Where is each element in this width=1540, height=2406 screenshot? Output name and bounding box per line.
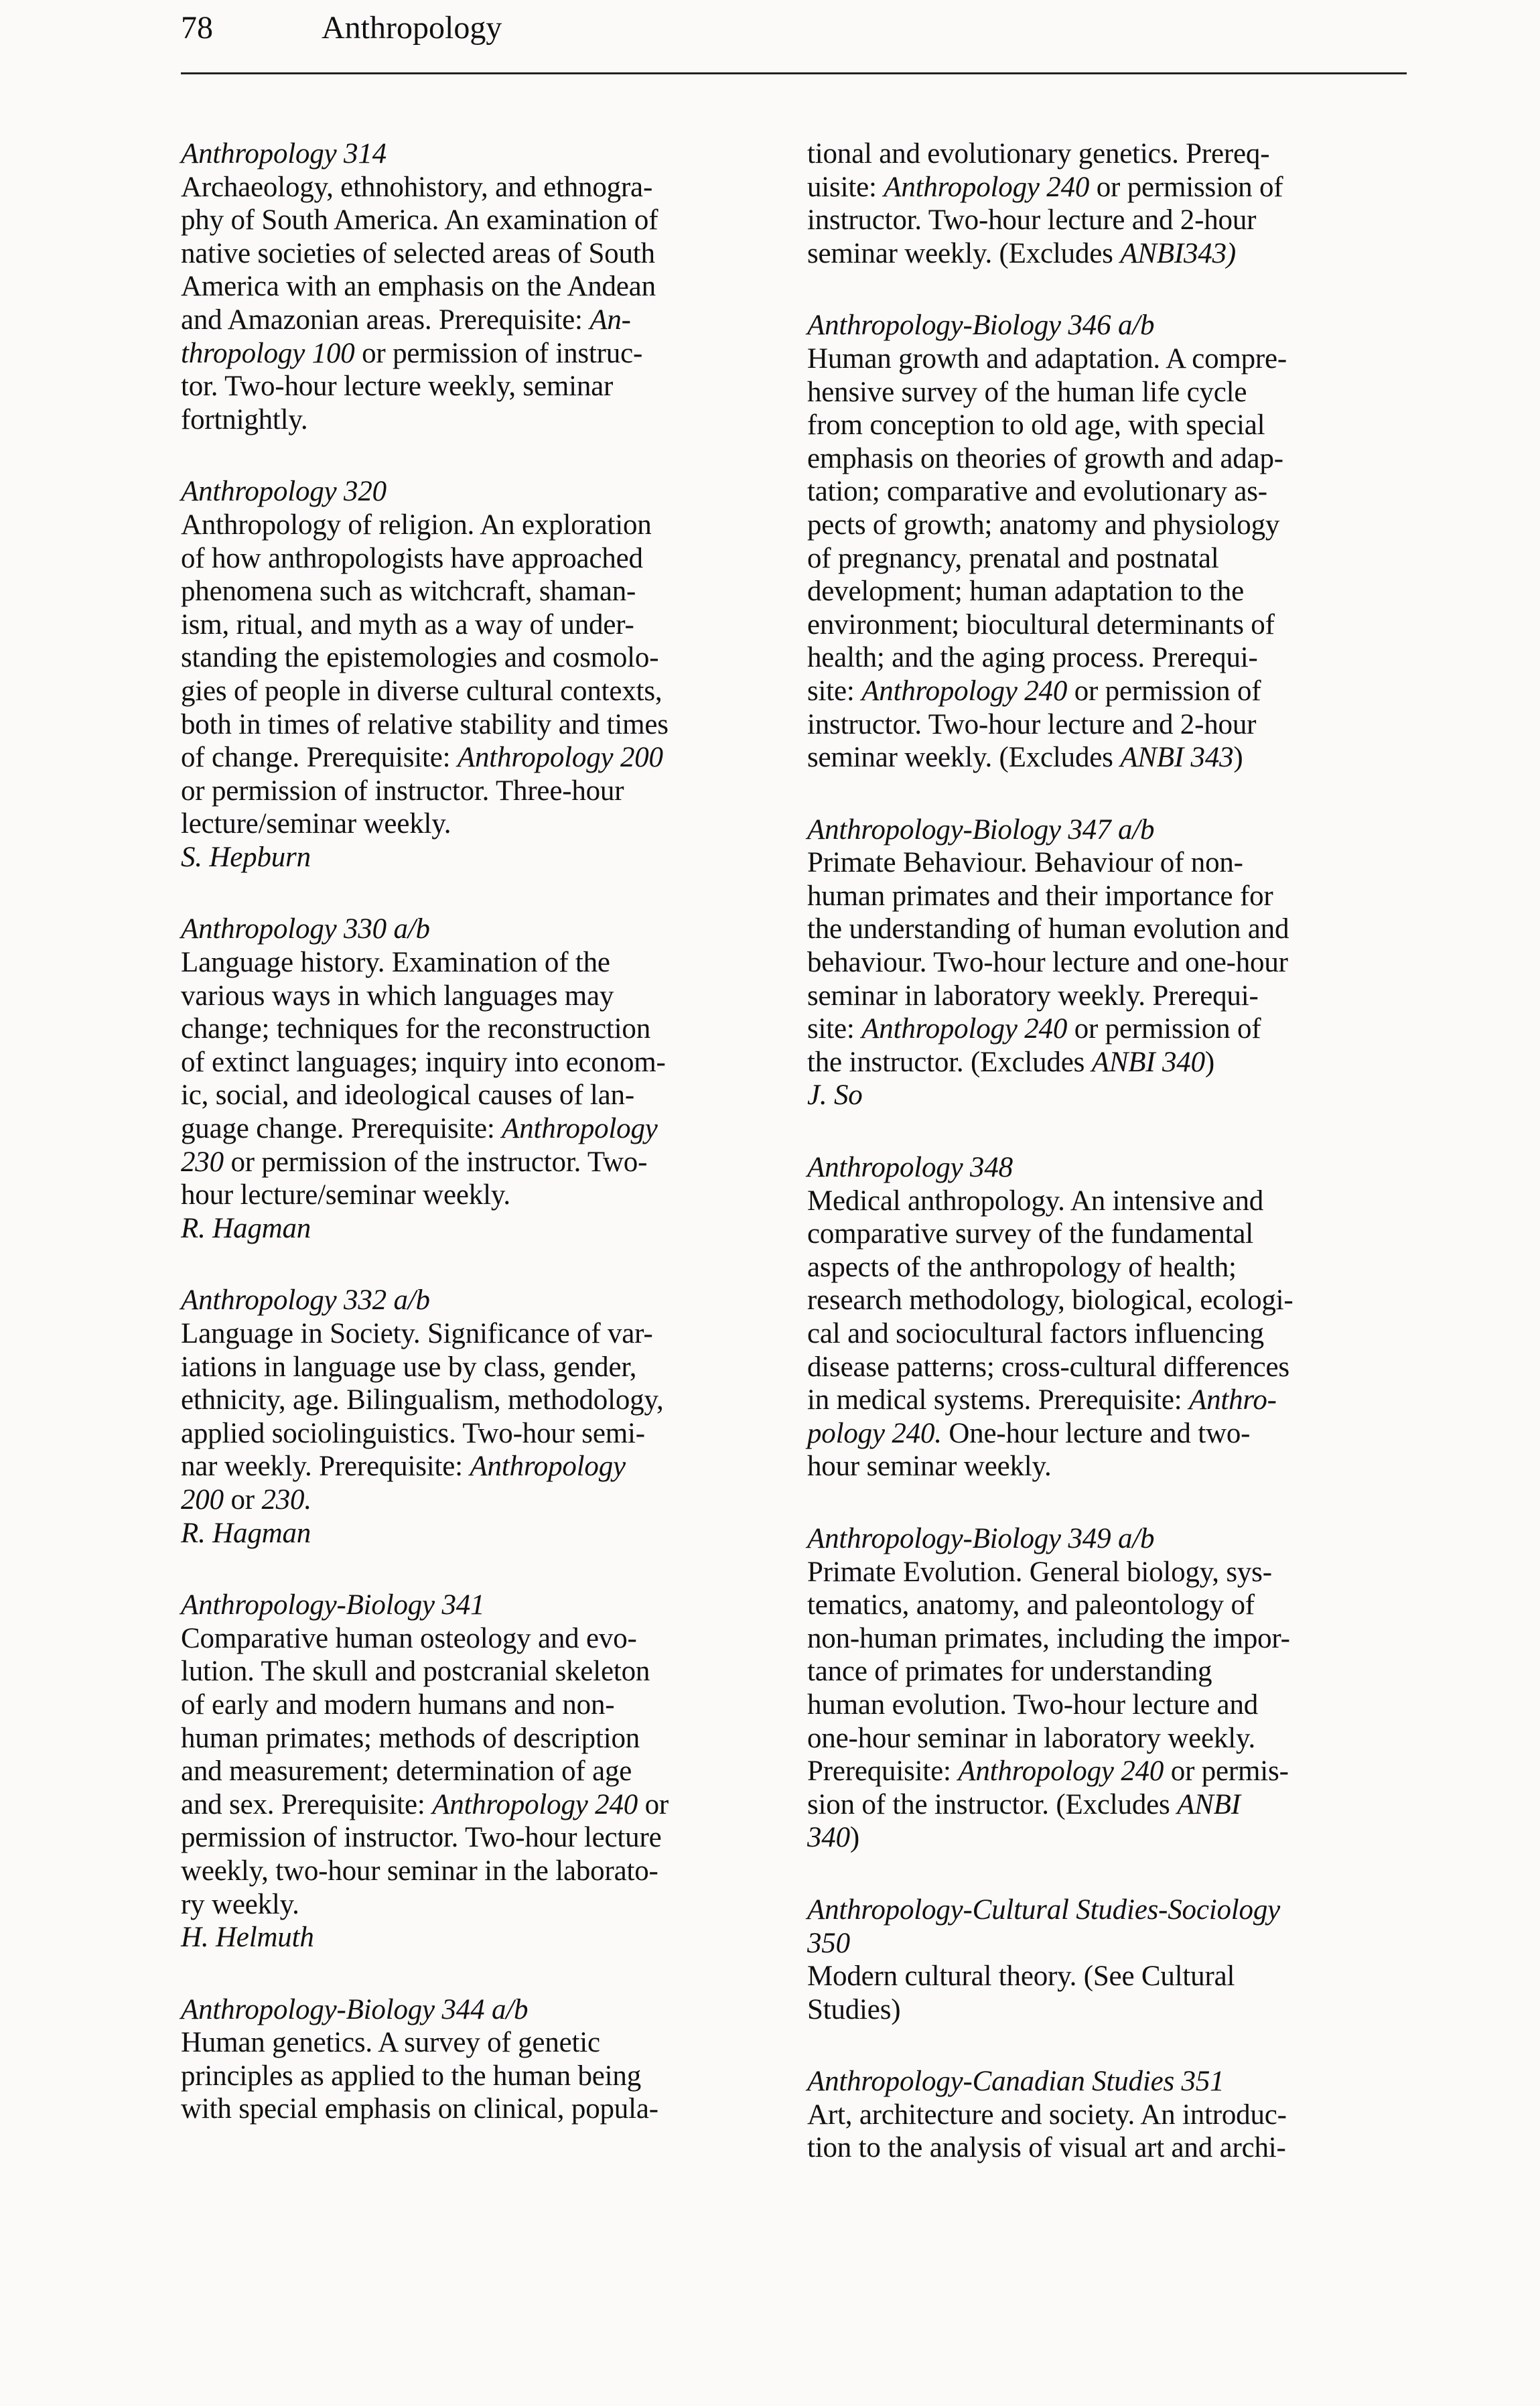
page-header: [181, 7, 1407, 74]
italic-text: H. Helmuth: [181, 1922, 314, 1954]
description-line: [807, 1417, 1397, 1451]
text-segment: or permission of: [1067, 1013, 1261, 1045]
course-title: [181, 1993, 770, 2027]
course-title: [181, 913, 770, 946]
italic-text: Anthropology 200: [457, 742, 663, 774]
description-line: [807, 946, 1397, 980]
text-segment: iations in language use by class, gender,: [181, 1351, 637, 1383]
text-segment: ): [1204, 1046, 1215, 1078]
italic-text: ANBI 340: [1091, 1046, 1205, 1078]
description-line: [807, 1185, 1397, 1218]
text-segment: non-human primates, including the impor-: [807, 1622, 1290, 1654]
italic-text: An-: [589, 304, 631, 336]
italic-text: ANBI: [1177, 1788, 1241, 1820]
text-segment: one-hour seminar in laboratory weekly.: [807, 1722, 1256, 1754]
text-segment: Primate Evolution. General biology, sys-: [807, 1556, 1272, 1588]
description-line: [181, 204, 770, 237]
text-segment: of how anthropologists have approached: [181, 542, 643, 574]
text-segment: of pregnancy, prenatal and postnatal: [807, 542, 1219, 574]
text-segment: instructor. Two-hour lecture and 2-hour: [807, 204, 1257, 237]
text-segment: hensive survey of the human life cycle: [807, 376, 1247, 408]
description-line: [807, 475, 1397, 509]
description-line: [181, 542, 770, 576]
text-segment: tance of primates for understanding: [807, 1656, 1212, 1688]
description-line: [807, 980, 1397, 1013]
description-line: [807, 1622, 1397, 1656]
course-entry: [807, 1151, 1397, 1483]
text-segment: and sex. Prerequisite:: [181, 1788, 433, 1820]
description-line: [181, 1317, 770, 1351]
description-line: [181, 2060, 770, 2093]
text-segment: emphasis on theories of growth and adap-: [807, 442, 1283, 474]
description-line: [807, 509, 1397, 542]
course-entry: [807, 2065, 1397, 2165]
description-line: [181, 1450, 770, 1483]
description-line: [807, 846, 1397, 880]
text-segment: hour lecture/seminar weekly.: [181, 1179, 510, 1211]
description-line: [181, 575, 770, 608]
course-entry: [807, 137, 1397, 270]
text-segment: environment; biocultural determinants of: [807, 608, 1275, 641]
text-segment: tional and evolutionary genetics. Prereq-: [807, 138, 1270, 170]
text-segment: phenomena such as witchcraft, shaman-: [181, 576, 636, 608]
description-line: [181, 370, 770, 403]
description-line: [181, 1755, 770, 1788]
text-segment: site:: [807, 675, 862, 707]
italic-text: Anthropology 330 a/b: [181, 913, 430, 945]
course-title: [807, 1893, 1397, 1927]
text-segment: cal and sociocultural factors influencing: [807, 1318, 1264, 1349]
description-line: [181, 1112, 770, 1146]
italic-text: J. So: [807, 1079, 863, 1112]
course-entry: [807, 813, 1397, 1112]
text-segment: Language history. Examination of the: [181, 947, 610, 979]
text-segment: research methodology, biological, ecologi-: [807, 1284, 1293, 1317]
description-line: [181, 708, 770, 742]
description-line: [807, 913, 1397, 946]
italic-text: 200: [181, 1483, 224, 1516]
description-line: [807, 741, 1397, 775]
italic-text: Anthropology-Biology 349 a/b: [807, 1522, 1155, 1554]
text-segment: both in times of relative stability and times: [181, 708, 669, 740]
italic-text: R. Hagman: [181, 1517, 311, 1549]
description-line: [807, 1788, 1397, 1822]
course-title: [807, 309, 1397, 342]
description-line: [181, 641, 770, 675]
text-segment: development; human adaptation to the: [807, 576, 1244, 608]
text-segment: ): [1233, 742, 1243, 774]
description-line: [807, 1450, 1397, 1483]
description-line: [181, 1179, 770, 1212]
description-line: [807, 708, 1397, 742]
description-line: [807, 1556, 1397, 1589]
description-line: [181, 509, 770, 542]
course-entry: [807, 1522, 1397, 1855]
description-line: [807, 1722, 1397, 1755]
text-segment: applied sociolinguistics. Two-hour semi-: [181, 1417, 645, 1449]
description-line: [807, 608, 1397, 642]
course-title: [181, 1589, 770, 1622]
description-line: [807, 1755, 1397, 1788]
italic-text: Anthropology: [470, 1451, 626, 1483]
text-segment: standing the epistemologies and cosmolo-: [181, 642, 659, 674]
description-line: [807, 2098, 1397, 2132]
text-segment: principles as applied to the human being: [181, 2060, 641, 2092]
course-title: [181, 137, 770, 171]
description-line: [181, 1212, 770, 1246]
text-segment: nar weekly. Prerequisite:: [181, 1451, 470, 1483]
text-segment: health; and the aging process. Prerequi-: [807, 642, 1258, 674]
text-segment: human evolution. Two-hour lecture and: [807, 1688, 1259, 1721]
italic-text: Anthropology 240: [861, 1013, 1068, 1045]
italic-text: thropology 100: [181, 337, 355, 369]
text-segment: Studies): [807, 1993, 901, 2025]
description-line: [181, 1788, 770, 1822]
text-segment: permission of instructor. Two-hour lecture: [181, 1822, 662, 1854]
text-segment: Art, architecture and society. An introduc-: [807, 2098, 1287, 2131]
text-segment: tor. Two-hour lecture weekly, seminar: [181, 371, 614, 403]
text-segment: ): [849, 1822, 860, 1854]
description-line: [807, 1589, 1397, 1622]
description-line: [807, 1993, 1397, 2027]
course-title: [181, 475, 770, 509]
text-segment: or permis-: [1164, 1755, 1289, 1788]
italic-text: Anthropology 240: [432, 1788, 638, 1820]
description-line: [181, 403, 770, 437]
course-entry: [181, 137, 770, 436]
description-line: [181, 171, 770, 204]
page-number: 78: [181, 10, 213, 46]
description-line: [807, 2131, 1397, 2165]
text-segment: Anthropology of religion. An exploration: [181, 509, 652, 541]
text-segment: or permission of instructor. Three-hour: [181, 775, 624, 807]
description-line: [181, 841, 770, 874]
course-entry: [807, 309, 1397, 774]
text-segment: various ways in which languages may: [181, 980, 614, 1012]
text-segment: seminar weekly. (Excludes: [807, 237, 1121, 269]
text-segment: Modern cultural theory. (See Cultural: [807, 1960, 1235, 1993]
course-entry: [181, 1589, 770, 1954]
italic-text: 340: [807, 1822, 850, 1854]
continued-text-line: [807, 137, 1397, 171]
description-line: [807, 575, 1397, 608]
text-segment: America with an emphasis on the Andean: [181, 271, 656, 303]
description-line: [181, 2026, 770, 2060]
description-line: [181, 1351, 770, 1384]
text-segment: human primates and their importance for: [807, 880, 1273, 912]
text-segment: Human growth and adaptation. A compre-: [807, 342, 1287, 375]
italic-text: Anthropology 348: [807, 1152, 1013, 1184]
text-segment: or permission of instruc-: [354, 337, 643, 369]
description-line: [807, 1012, 1397, 1046]
description-line: [181, 1046, 770, 1079]
text-segment: disease patterns; cross-cultural differences: [807, 1351, 1289, 1383]
right-column: [807, 137, 1397, 2204]
text-segment: and measurement; determination of age: [181, 1755, 632, 1788]
left-column: [181, 137, 770, 2165]
text-segment: tematics, anatomy, and paleontology of: [807, 1589, 1255, 1621]
description-line: [181, 2092, 770, 2126]
text-segment: aspects of the anthropology of health;: [807, 1251, 1237, 1283]
italic-text: ANBI 343: [1120, 742, 1234, 774]
italic-text: Anthropology-Biology 347 a/b: [807, 813, 1155, 846]
continued-text-line: [807, 171, 1397, 204]
text-segment: comparative survey of the fundamental: [807, 1218, 1254, 1250]
description-line: [807, 1688, 1397, 1722]
description-line: [181, 1855, 770, 1888]
italic-text: Anthropology 240: [861, 675, 1068, 707]
text-segment: ry weekly.: [181, 1888, 299, 1920]
text-segment: lecture/seminar weekly.: [181, 808, 451, 840]
italic-text: Anthropology 314: [181, 138, 387, 170]
description-line: [181, 608, 770, 642]
text-segment: fortnightly.: [181, 403, 308, 436]
description-line: [807, 409, 1397, 442]
description-line: [181, 237, 770, 271]
description-line: [181, 807, 770, 841]
course-entry: [181, 1284, 770, 1550]
italic-text: Anthro-: [1189, 1384, 1277, 1416]
text-segment: of extinct languages; inquiry into econom-: [181, 1046, 666, 1078]
course-title: [807, 813, 1397, 847]
text-segment: of early and modern humans and non-: [181, 1688, 615, 1721]
text-segment: or: [223, 1483, 262, 1516]
description-line: [181, 1655, 770, 1688]
course-entry: [181, 1993, 770, 2126]
text-segment: Archaeology, ethnohistory, and ethnogra-: [181, 171, 653, 203]
text-segment: change; techniques for the reconstruction: [181, 1013, 651, 1045]
text-segment: Comparative human osteology and evo-: [181, 1622, 637, 1654]
text-segment: lution. The skull and postcranial skeleton: [181, 1656, 650, 1688]
description-line: [181, 1079, 770, 1112]
description-line: [181, 1921, 770, 1954]
description-line: [807, 376, 1397, 409]
course-title: [807, 1151, 1397, 1185]
description-line: [181, 1384, 770, 1417]
description-line: [181, 675, 770, 708]
italic-text: 230.: [261, 1483, 311, 1516]
italic-text: Anthropology 240: [884, 171, 1090, 203]
course-entry: [181, 475, 770, 874]
description-line: [807, 442, 1397, 476]
text-segment: One-hour lecture and two-: [941, 1417, 1251, 1449]
description-line: [807, 1079, 1397, 1112]
description-line: [181, 1821, 770, 1855]
description-line: [807, 641, 1397, 675]
description-line: [181, 1622, 770, 1656]
description-line: [181, 1012, 770, 1046]
text-segment: tion to the analysis of visual art and archi-: [807, 2132, 1286, 2164]
text-segment: uisite:: [807, 171, 884, 203]
italic-text: Anthropology-Biology 341: [181, 1589, 485, 1621]
text-segment: behaviour. Two-hour lecture and one-hour: [807, 947, 1288, 979]
text-segment: instructor. Two-hour lecture and 2-hour: [807, 708, 1257, 740]
italic-text: pology 240.: [807, 1417, 942, 1449]
description-line: [807, 1317, 1397, 1351]
description-line: [181, 304, 770, 337]
italic-text: Anthropology-Canadian Studies 351: [807, 2066, 1224, 2098]
description-line: [807, 1217, 1397, 1251]
text-segment: and Amazonian areas. Prerequisite:: [181, 304, 590, 336]
description-line: [181, 1483, 770, 1517]
italic-text: Anthropology: [502, 1113, 658, 1145]
running-head: Anthropology: [322, 10, 502, 46]
course-entry: [807, 1893, 1397, 2026]
text-segment: tation; comparative and evolutionary as-: [807, 476, 1267, 508]
description-line: [181, 1417, 770, 1451]
description-line: [807, 1821, 1397, 1855]
text-segment: with special emphasis on clinical, popula-: [181, 2093, 658, 2125]
description-line: [807, 342, 1397, 376]
description-line: [807, 880, 1397, 913]
text-segment: in medical systems. Prerequisite:: [807, 1384, 1190, 1416]
description-line: [807, 1046, 1397, 1079]
header-rule: [181, 72, 1407, 74]
italic-text: S. Hepburn: [181, 841, 311, 873]
text-segment: sion of the instructor. (Excludes: [807, 1788, 1178, 1820]
text-segment: guage change. Prerequisite:: [181, 1113, 502, 1145]
text-segment: Primate Behaviour. Behaviour of non-: [807, 847, 1243, 879]
italic-text: Anthropology-Biology 344 a/b: [181, 1993, 529, 2025]
text-segment: Prerequisite:: [807, 1755, 959, 1788]
description-line: [181, 1722, 770, 1755]
text-segment: pects of growth; anatomy and physiology: [807, 509, 1280, 541]
italic-text: ANBI343): [1120, 237, 1236, 269]
text-segment: from conception to old age, with special: [807, 409, 1265, 442]
text-segment: phy of South America. An examination of: [181, 204, 658, 237]
description-line: [181, 1146, 770, 1179]
continued-text-line: [807, 204, 1397, 237]
italic-text: Anthropology 332 a/b: [181, 1284, 430, 1317]
text-segment: weekly, two-hour seminar in the laborato-: [181, 1855, 658, 1887]
description-line: [181, 741, 770, 775]
text-segment: or permission of: [1067, 675, 1261, 707]
text-segment: human primates; methods of description: [181, 1722, 640, 1754]
description-line: [181, 1517, 770, 1550]
description-line: [807, 675, 1397, 708]
description-line: [807, 1927, 1397, 1960]
continued-text-line: [807, 237, 1397, 271]
text-segment: gies of people in diverse cultural contexts,: [181, 675, 662, 707]
description-line: [807, 542, 1397, 576]
description-line: [181, 270, 770, 304]
italic-text: R. Hagman: [181, 1212, 311, 1244]
text-segment: Medical anthropology. An intensive and: [807, 1185, 1264, 1217]
text-segment: ethnicity, age. Bilingualism, methodology,: [181, 1384, 664, 1416]
text-segment: ic, social, and ideological causes of lan-: [181, 1079, 634, 1112]
description-line: [181, 1888, 770, 1922]
italic-text: 230: [181, 1146, 224, 1178]
description-line: [807, 1251, 1397, 1284]
text-segment: Language in Society. Significance of var-: [181, 1318, 653, 1349]
description-line: [807, 1384, 1397, 1417]
text-segment: or permission of the instructor. Two-: [223, 1146, 648, 1178]
text-segment: native societies of selected areas of South: [181, 237, 655, 269]
text-segment: hour seminar weekly.: [807, 1451, 1052, 1483]
text-segment: or permission of: [1089, 171, 1283, 203]
text-segment: or: [638, 1788, 669, 1820]
italic-text: Anthropology-Biology 346 a/b: [807, 310, 1155, 342]
text-segment: the instructor. (Excludes: [807, 1046, 1092, 1078]
description-line: [807, 1284, 1397, 1317]
text-segment: Human genetics. A survey of genetic: [181, 2027, 600, 2059]
course-title: [807, 2065, 1397, 2098]
text-segment: seminar in laboratory weekly. Prerequi-: [807, 980, 1259, 1012]
course-title: [807, 1522, 1397, 1556]
description-line: [181, 946, 770, 980]
description-line: [181, 337, 770, 371]
italic-text: Anthropology-Cultural Studies-Sociology: [807, 1893, 1281, 1926]
description-line: [181, 1688, 770, 1722]
text-segment: seminar weekly. (Excludes: [807, 742, 1121, 774]
italic-text: Anthropology 320: [181, 476, 387, 508]
description-line: [807, 1960, 1397, 1993]
course-title: [181, 1284, 770, 1317]
description-line: [807, 1351, 1397, 1384]
text-segment: ism, ritual, and myth as a way of under-: [181, 608, 634, 641]
text-segment: the understanding of human evolution and: [807, 913, 1289, 945]
description-line: [181, 775, 770, 808]
italic-text: 350: [807, 1927, 850, 1959]
text-segment: site:: [807, 1013, 862, 1045]
description-line: [807, 1655, 1397, 1688]
italic-text: Anthropology 240: [958, 1755, 1164, 1788]
text-segment: of change. Prerequisite:: [181, 742, 458, 774]
description-line: [181, 980, 770, 1013]
course-entry: [181, 913, 770, 1245]
